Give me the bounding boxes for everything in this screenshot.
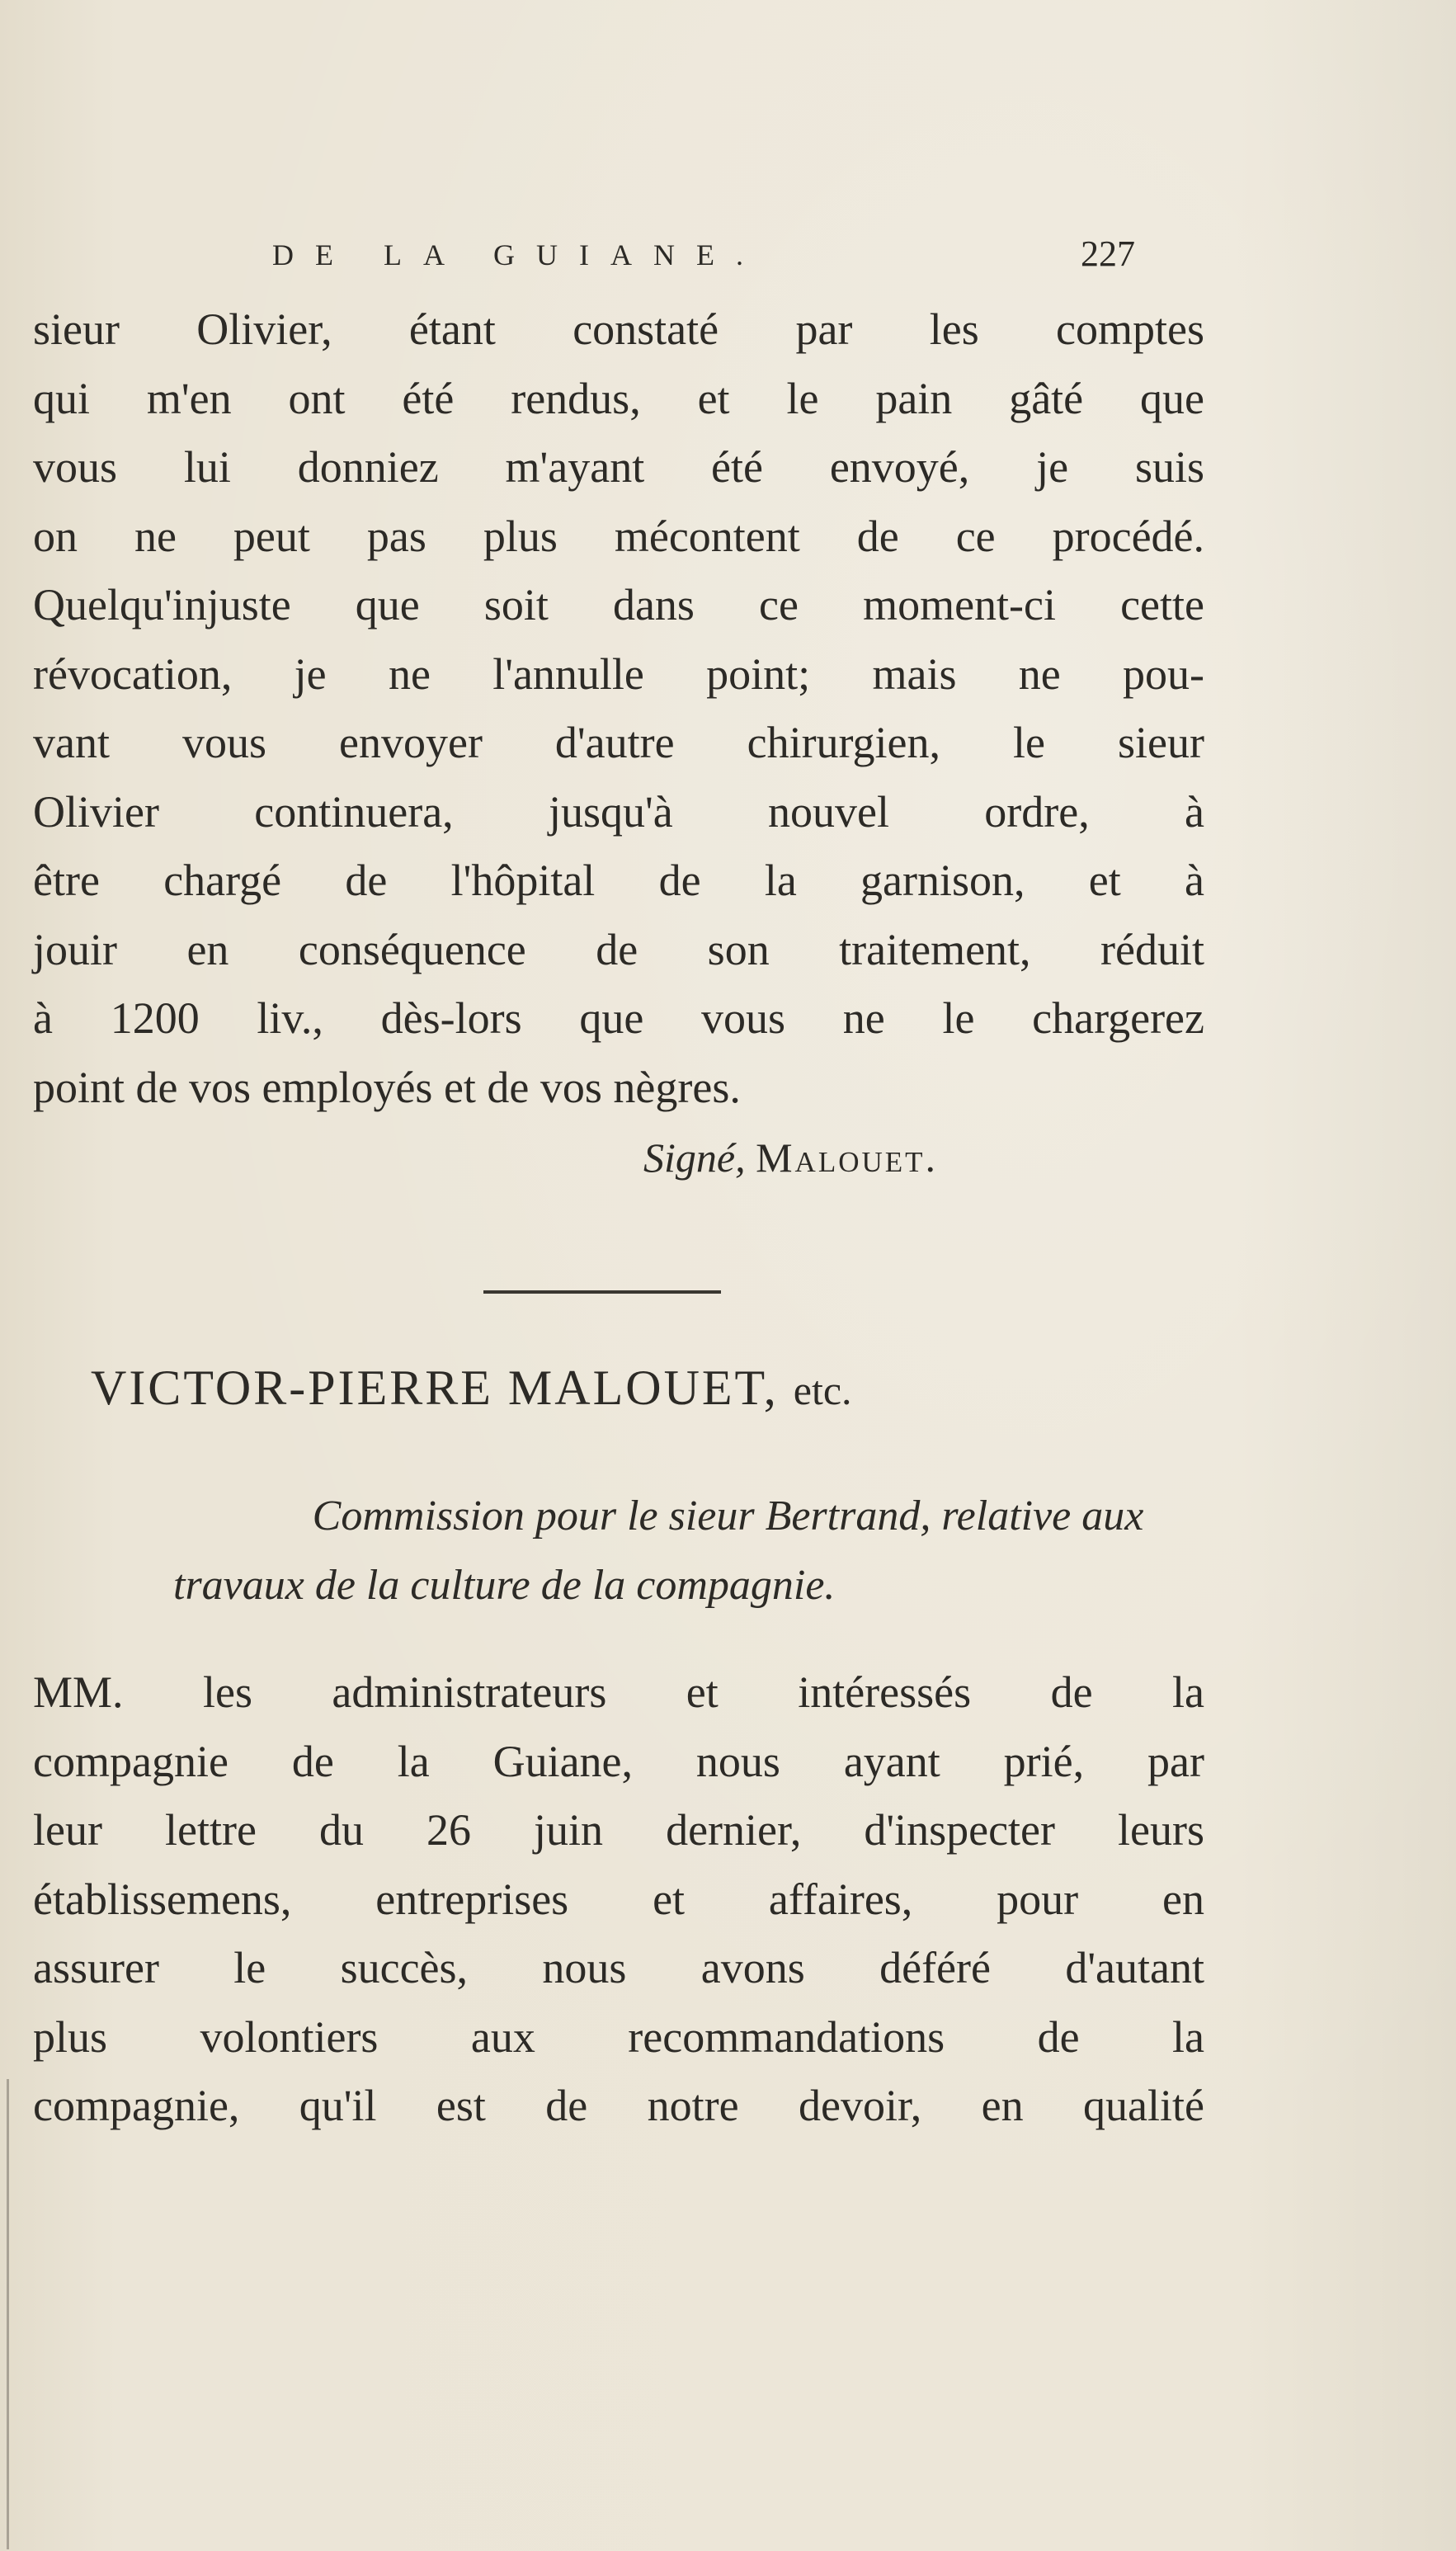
text-line: sieur Olivier, étant constaté par les comptes bbox=[33, 304, 1204, 354]
section-heading bbox=[91, 1360, 852, 1417]
text-line: établissemens, entreprises et affaires, pour en bbox=[33, 1874, 1204, 1924]
text-line: Olivier continuera, jusqu'à nouvel ordre, à bbox=[33, 786, 1204, 837]
text-line: plus volontiers aux recommandations de la bbox=[33, 2011, 1204, 2062]
text-line: leur lettre du 26 juin dernier, d'inspecter leurs bbox=[33, 1805, 1204, 1855]
text-line: révocation, je ne l'annulle point; mais ne pou- bbox=[33, 648, 1204, 699]
text-line: assurer le succès, nous avons déféré d'autant bbox=[33, 1943, 1204, 1992]
text-line: MM. les administrateurs et intéressés de la bbox=[33, 1667, 1204, 1717]
signature-label: Signé, bbox=[643, 1134, 746, 1181]
section-subtitle-line-1: Commission pour le sieur Bertrand, relative aux bbox=[312, 1492, 1144, 1540]
running-title: DE LA GUIANE. bbox=[272, 238, 765, 271]
text-line: point de vos employés et de vos nègres. bbox=[33, 1062, 741, 1112]
signature-name: Malouet. bbox=[756, 1134, 939, 1181]
text-line: compagnie de la Guiane, nous ayant prié, par bbox=[33, 1736, 1204, 1786]
text-line: qui m'en ont été rendus, et le pain gâté que bbox=[33, 373, 1204, 423]
text-line: jouir en conséquence de son traitement, réduit bbox=[33, 924, 1204, 974]
text-line: vous lui donniez m'ayant été envoyé, je suis bbox=[33, 442, 1204, 492]
letter-body bbox=[33, 295, 1204, 1122]
page-header bbox=[0, 233, 1456, 279]
heading-suffix: etc. bbox=[793, 1367, 852, 1413]
section-subtitle-line-2: travaux de la culture de la compagnie. bbox=[173, 1562, 836, 1609]
text-line: Quelqu'injuste que soit dans ce moment-ci cette bbox=[33, 580, 1204, 629]
heading-name: VICTOR-PIERRE MALOUET, bbox=[91, 1360, 779, 1415]
signature bbox=[643, 1134, 938, 1181]
text-line: être chargé de l'hôpital de la garnison, et à bbox=[33, 856, 1204, 905]
commission-body bbox=[33, 1658, 1204, 2141]
page-edge-shadow bbox=[7, 2079, 9, 2549]
text-line: compagnie, qu'il est de notre devoir, en qualité bbox=[33, 2081, 1204, 2130]
page-number: 227 bbox=[1081, 233, 1135, 274]
text-line: on ne peut pas plus mécontent de ce procédé. bbox=[33, 511, 1204, 561]
text-line: à 1200 liv., dès-lors que vous ne le chargerez bbox=[33, 993, 1204, 1043]
text-line: vant vous envoyer d'autre chirurgien, le sieur bbox=[33, 718, 1204, 767]
section-divider bbox=[483, 1290, 721, 1294]
